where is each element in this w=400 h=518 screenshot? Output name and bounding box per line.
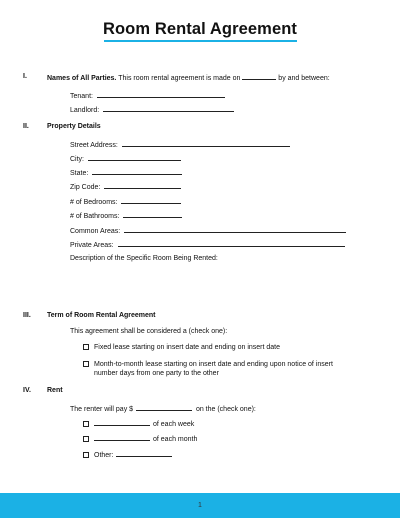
- rent-monthly-option[interactable]: [83, 433, 197, 444]
- section-1-intro-row: [47, 72, 330, 83]
- state-field[interactable]: [92, 167, 182, 175]
- bedrooms-label: # of Bedrooms:: [70, 199, 118, 206]
- rent-monthly-checkbox[interactable]: [83, 436, 89, 442]
- section-1-number: I.: [23, 73, 27, 80]
- rent-intro-end: on the (check one):: [195, 406, 256, 413]
- rent-other-option[interactable]: [83, 449, 172, 460]
- rent-weekly-checkbox[interactable]: [83, 421, 89, 427]
- street-field[interactable]: [122, 139, 290, 147]
- rent-intro: The renter will pay $: [70, 406, 134, 413]
- zip-label: Zip Code:: [70, 184, 101, 191]
- rent-other-label: Other:: [94, 452, 114, 459]
- private-areas-field[interactable]: [118, 239, 345, 247]
- city-label: City:: [70, 156, 84, 163]
- private-areas-label: Private Areas:: [70, 242, 114, 249]
- fixed-lease-option[interactable]: [83, 343, 280, 352]
- section-2-number: II.: [23, 123, 29, 130]
- bedrooms-field[interactable]: [121, 196, 181, 204]
- tenant-field[interactable]: [97, 90, 225, 98]
- city-row: [70, 153, 181, 164]
- rent-intro-row: [70, 403, 256, 414]
- rent-weekly-option[interactable]: [83, 418, 194, 429]
- page-number: 1: [198, 502, 202, 509]
- section-3-intro: This agreement shall be considered a (check one):: [70, 328, 228, 335]
- street-row: [70, 139, 290, 150]
- rent-monthly-label: of each month: [153, 436, 198, 443]
- title-underline: [104, 40, 297, 42]
- rent-other-field[interactable]: [116, 449, 172, 457]
- rent-weekly-day-field[interactable]: [94, 418, 150, 426]
- private-areas-row: [70, 239, 345, 250]
- fixed-lease-checkbox[interactable]: [83, 344, 89, 350]
- month-to-month-label-line2: number days from one party to the other: [94, 370, 219, 377]
- common-areas-label: Common Areas:: [70, 228, 121, 235]
- rent-weekly-label: of each week: [153, 421, 195, 428]
- street-label: Street Address:: [70, 142, 118, 149]
- city-field[interactable]: [88, 153, 181, 161]
- fixed-lease-label: Fixed lease starting on insert date and ending on insert date: [94, 344, 281, 351]
- room-description-label: Description of the Specific Room Being Rented:: [70, 255, 218, 262]
- zip-row: [70, 181, 181, 192]
- section-4-heading: Rent: [47, 387, 63, 394]
- section-1-intro-end: by and between:: [278, 75, 330, 82]
- section-3-number: III.: [23, 312, 31, 319]
- common-areas-field[interactable]: [124, 225, 346, 233]
- section-2-heading: Property Details: [47, 123, 101, 130]
- section-1-intro: This room rental agreement is made on: [118, 75, 241, 82]
- rent-other-checkbox[interactable]: [83, 452, 89, 458]
- bedrooms-row: [70, 196, 181, 207]
- state-label: State:: [70, 170, 89, 177]
- zip-field[interactable]: [104, 181, 181, 189]
- document-title: Room Rental Agreement: [102, 20, 298, 38]
- tenant-row: [70, 90, 225, 101]
- bathrooms-field[interactable]: [123, 210, 182, 218]
- bathrooms-row: [70, 210, 182, 221]
- rent-amount-field[interactable]: [136, 403, 192, 411]
- section-3-heading: Term of Room Rental Agreement: [47, 312, 156, 319]
- section-4-number: IV.: [23, 387, 31, 394]
- state-row: [70, 167, 182, 178]
- landlord-field[interactable]: [103, 104, 234, 112]
- common-areas-row: [70, 225, 346, 236]
- month-to-month-label-line1: Month-to-month lease starting on insert date and ending upon notice of insert: [94, 361, 333, 368]
- month-to-month-checkbox[interactable]: [83, 361, 89, 367]
- rent-monthly-day-field[interactable]: [94, 433, 150, 441]
- bathrooms-label: # of Bathrooms:: [70, 213, 120, 220]
- agreement-date-field[interactable]: [242, 72, 276, 80]
- landlord-row: [70, 104, 234, 115]
- landlord-label: Landlord:: [70, 107, 100, 114]
- section-1-heading: Names of All Parties.: [47, 75, 117, 82]
- month-to-month-option[interactable]: [83, 360, 333, 369]
- tenant-label: Tenant:: [70, 93, 93, 100]
